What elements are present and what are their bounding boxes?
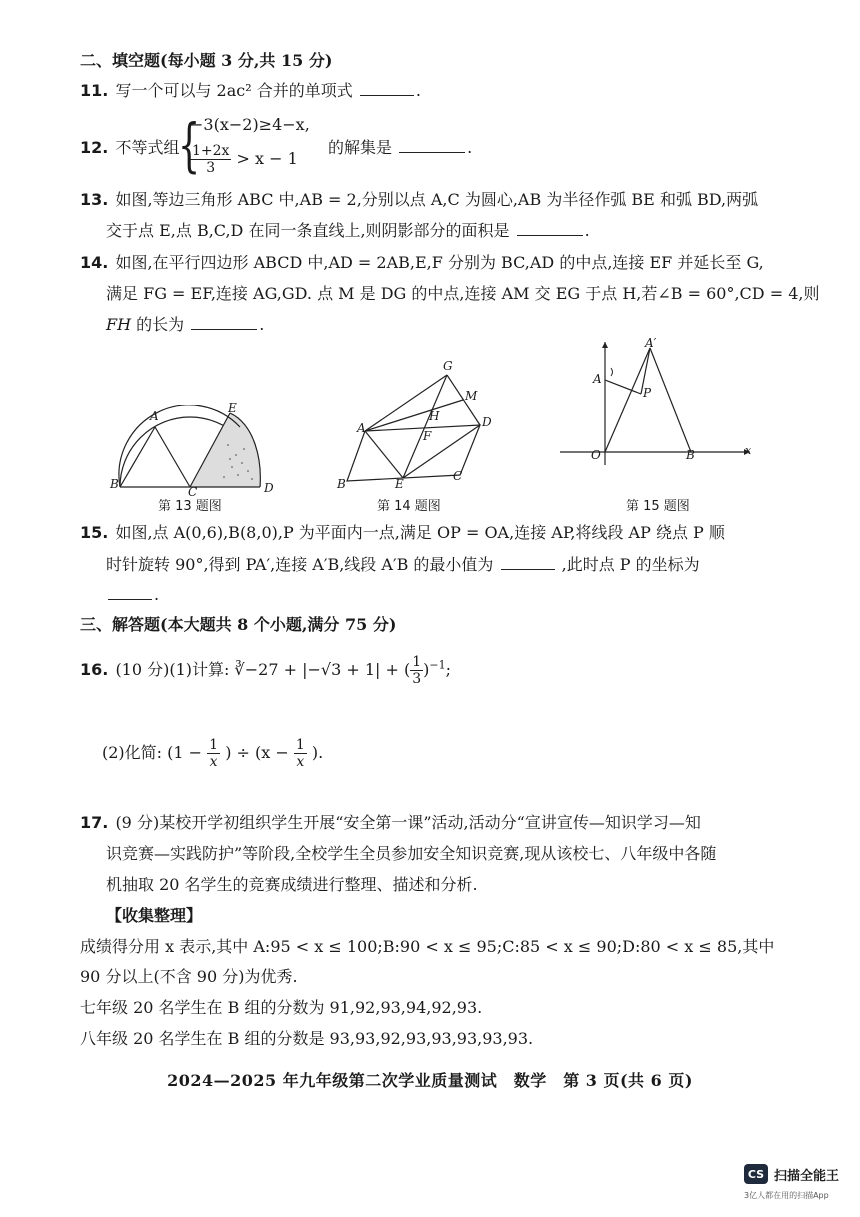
segment-a-prime-b [650, 348, 691, 452]
watermark-name: 扫描全能王 [774, 1168, 840, 1184]
side-ab [120, 427, 155, 487]
part-2-label: (2)化简: [102, 743, 163, 762]
question-line-7: 八年级 20 名学生在 B 组的分数是 93,93,92,93,93,93,93,93. [80, 1029, 534, 1048]
part-2-c: ). [311, 743, 324, 762]
question-line-2: 交于点 E,点 B,C,D 在同一条直线上,则阴影部分的面积是 [106, 221, 510, 240]
figure-15 [555, 336, 760, 470]
label-b: B [686, 448, 695, 462]
section-2-header [80, 50, 332, 72]
question-11: 11. 写一个可以与 2ac² 合并的单项式 . [80, 81, 421, 100]
inequality-2-rest: > x − 1 [236, 149, 298, 168]
figure-14-caption: 第 14 题图 [377, 499, 441, 514]
section-2-note: (每小题 3 分,共 15 分) [160, 51, 333, 70]
label-d: D [482, 415, 492, 429]
figure-13-caption: 第 13 题图 [158, 499, 222, 514]
label-f: F [423, 429, 432, 443]
question-number: 16. [80, 660, 109, 679]
section-2-title: 二、填空题 [80, 51, 161, 70]
question-number: 17. [80, 813, 109, 832]
figure-15-caption: 第 15 题图 [626, 499, 690, 514]
question-line-1: 如图,在平行四边形 ABCD 中,AD = 2AB,E,F 分别为 BC,AD 的中点,连接 EF 并延长至 G, [115, 253, 764, 272]
side-ac [155, 427, 190, 487]
question-number: 12. [80, 138, 109, 157]
label-p: P [643, 386, 652, 400]
question-line-5: 90 分以上(不含 90 分)为优秀. [80, 967, 298, 986]
figure-14 [335, 359, 495, 493]
label-e: E [395, 477, 404, 491]
camscanner-icon: CS [744, 1164, 768, 1184]
question-prefix: 不等式组 [115, 138, 180, 157]
fraction-2: $\frac{1}{x}$ [295, 737, 305, 770]
segment-oa-prime [605, 348, 650, 452]
system-brace: { [178, 111, 201, 179]
label-c: C [453, 469, 463, 483]
question-number: 13. [80, 190, 109, 209]
label-g: G [443, 359, 453, 373]
question-line-2: 识竞赛—实践防护”等阶段,全校学生全员参加安全知识竞赛,现从该校七、八年级中各随 [106, 844, 717, 863]
label-d: D [264, 481, 274, 495]
section-3-title: 三、解答题 [80, 615, 161, 634]
label-m: M [465, 389, 478, 403]
question-line-3: 的长为 [136, 315, 185, 334]
section-3-note: (本大题共 8 个小题,满分 75 分) [160, 615, 397, 634]
label-a-prime: A′ [645, 336, 657, 350]
question-line-1: (9 分)某校开学初组织学生开展“安全第一课”活动,活动分“宣讲宣传—知识学习—知 [115, 813, 701, 832]
answer-blank [399, 138, 465, 153]
watermark-subtitle: 3亿人都在用的扫描App [744, 1191, 829, 1200]
question-suffix: 的解集是 [328, 138, 393, 157]
question-number: 11. [80, 81, 109, 100]
question-number: 15. [80, 523, 109, 542]
question-line-4: 成绩得分用 x 表示,其中 A:95 < x ≤ 100;B:90 < x ≤ 95;C:85 < x ≤ 90;D:80 < x ≤ 85,其中 [80, 937, 775, 956]
label-b: B [110, 477, 119, 491]
question-line-6: 七年级 20 名学生在 B 组的分数为 91,92,93,94,92,93. [80, 998, 483, 1017]
segment-label: FH [106, 315, 132, 334]
label-x: x [745, 444, 752, 457]
segment-ae [365, 431, 403, 478]
fraction-1: $\frac{1}{x}$ [209, 737, 219, 770]
label-e: E [228, 401, 237, 415]
label-h: H [429, 409, 440, 423]
part-2-b: ) ÷ (x − [225, 743, 289, 762]
question-line-3: 机抽取 20 名学生的竞赛成绩进行整理、描述和分析. [106, 875, 478, 894]
fraction: $\frac{1}{3}$ [412, 654, 422, 687]
question-line-1: 如图,等边三角形 ABC 中,AB = 2,分别以点 A,C 为圆心,AB 为半径作弧 BE 和弧 BD,两弧 [115, 190, 759, 209]
answer-blank [191, 315, 257, 330]
scanner-watermark [744, 1164, 839, 1184]
label-b: B [337, 477, 346, 491]
question-number: 14. [80, 253, 109, 272]
answer-blank [360, 81, 414, 96]
answer-blank [517, 221, 583, 236]
label-a: A [357, 421, 366, 435]
subheading-collect: 【收集整理】 [106, 906, 203, 925]
shaded-region [190, 413, 260, 487]
figure-13 [110, 401, 280, 499]
label-c: C [188, 485, 198, 499]
part-2-a: (1 − [167, 743, 203, 762]
inequality-1: −3(x−2)≥4−x, [190, 115, 310, 134]
page-footer: 2024—2025 年九年级第二次学业质量测试 数学 第 3 页(共 6 页) [167, 1071, 693, 1090]
question-line-2b: ,此时点 P 的坐标为 [561, 555, 700, 574]
label-a: A [150, 409, 159, 423]
inequality-2 [190, 143, 298, 176]
question-text: 写一个可以与 2ac² 合并的单项式 [115, 81, 353, 100]
part-1-label: (10 分)(1)计算: [115, 660, 230, 679]
answer-blank-2 [108, 585, 152, 600]
exponent: −1 [429, 658, 446, 672]
label-a: A [593, 372, 602, 386]
label-o: O [591, 448, 601, 462]
part-1-expression: ∛−27 + |−√3 + 1| + [234, 660, 404, 679]
question-line-2a: 时针旋转 90°,得到 PA′,连接 A′B,线段 A′B 的最小值为 [106, 555, 494, 574]
question-line-2: 满足 FG = EF,连接 AG,GD. 点 M 是 DG 的中点,连接 AM 交 EG 于点 H,若∠B = 60°,CD = 4,则 [106, 284, 820, 303]
question-line-1: 如图,点 A(0,6),B(8,0),P 为平面内一点,满足 OP = OA,连接 AP,将线段 AP 绕点 P 顺 [115, 523, 725, 542]
fraction: $\frac{1+2x}{3}$ [192, 143, 230, 176]
answer-blank-1 [501, 555, 555, 570]
section-3-header [80, 614, 396, 636]
